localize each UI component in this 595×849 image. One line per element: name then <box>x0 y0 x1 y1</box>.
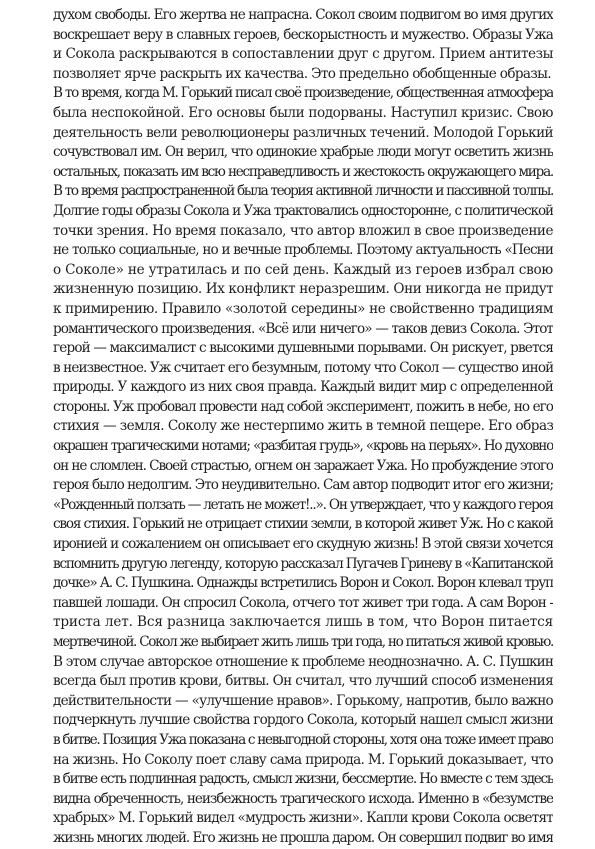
text-line: стихия — земля. Соколу же нестерпимо жить в темной пещере. Его образ <box>53 418 553 435</box>
text-line: сочувствовал им. Он верил, что одинокие храбрые люди могут осветить жизнь <box>53 144 553 161</box>
text-line: героя было недолгим. Это неудивительно. Сам автор подводит итог его жизни; <box>53 477 553 494</box>
text-line: иронией и сожалением он описывает его скудную жизнь! В этой связи хочется <box>53 536 553 553</box>
text-line: подчеркнуть лучшие свойства гордого Сокола, который нашел смысл жизни <box>53 712 553 729</box>
text-line: в неизвестное. Уж считает его безумным, потому что Сокол — существо иной <box>53 359 553 376</box>
text-line: павшей лошади. Он спросил Сокола, отчего тот живет три года. А сам Ворон - <box>53 594 553 611</box>
text-line: Долгие годы образы Сокола и Ужа трактовались односторонне, с политической <box>53 202 553 219</box>
text-line: к примирению. Правило «золотой середины» не свойственно традициям <box>53 300 553 317</box>
text-line: герой — максималист с высокими душевными порывами. Он рискует, рвется <box>53 340 553 357</box>
text-line: мертвечиной. Сокол же выбирает жить лишь три года, но питаться живой кровью. <box>53 634 553 650</box>
text-line: не только социальные, но и вечные проблемы. Поэтому актуальность «Песни <box>53 242 553 259</box>
text-line: В то время, когда М. Горький писал своё произведение, общественная атмосфера <box>53 85 553 102</box>
text-line: своя стихия. Горький не отрицает стихии земли, в которой живет Уж. Но с какой <box>53 516 553 533</box>
text-line: о Соколе» не утратилась и по сей день. Каждый из героев избрал свою <box>53 261 553 278</box>
text-line: дочке» А. С. Пушкина. Однажды встретились Ворон и Сокол. Ворон клевал труп <box>53 575 553 592</box>
text-line: всегда был против крови, битвы. Он считал, что лучший способ изменения <box>53 673 553 690</box>
text-line: остальных, показать им всю несправедливость и жестокость окружающего мира. <box>53 163 553 180</box>
text-line: жизнь многих людей. Его жизнь не прошла даром. Он совершил подвиг во имя <box>53 829 553 846</box>
text-line: он не сломлен. Своей страстью, огнем он заражает Ужа. Но пробуждение этого <box>53 457 553 474</box>
text-line: «Рожденный ползать — летать не может!..». Он утверждает, что у каждого героя <box>53 496 553 513</box>
text-line: вспомнить другую легенду, которую рассказал Пугачев Гриневу в «Капитанской <box>53 555 553 572</box>
text-line: храбрых» М. Горький видел «мудрость жизни». Капли крови Сокола осветят <box>53 810 553 827</box>
text-line: духом свободы. Его жертва не напрасна. Сокол своим подвигом во имя других <box>53 7 553 23</box>
text-line: видна обреченность, неизбежность трагического исхода. Именно в «безумстве <box>53 790 553 807</box>
document-text <box>53 6 553 849</box>
text-line: В то время распространенной была теория активной личности и пассивной толпы. <box>53 183 553 200</box>
text-line: В этом случае авторское отношение к проблеме неоднозначно. А. С. Пушкин <box>53 653 553 670</box>
text-line: и Сокола раскрываются в сопоставлении друг с другом. Прием антитезы <box>53 46 553 63</box>
text-line: деятельность вели революционеры различных течений. Молодой Горький <box>53 124 553 141</box>
text-line: жизненную позицию. Их конфликт неразрешим. Они никогда не придут <box>53 281 553 298</box>
text-line: в битве. Позиция Ужа показана с невыгодной стороны, хотя она тоже имеет право <box>53 731 553 748</box>
text-line: была неспокойной. Его основы были подорваны. Наступил кризис. Свою <box>53 104 553 121</box>
text-line: триста лет. Вся разница заключается лишь в том, что Ворон питается <box>53 614 553 631</box>
text-line: точки зрения. Но время показало, что автор вложил в свое произведение <box>53 222 553 239</box>
text-line: на жизнь. Но Соколу поет славу сама природа. М. Горький доказывает, что <box>53 751 553 768</box>
text-line: стороны. Уж пробовал провести над собой эксперимент, пожить в небе, но его <box>53 398 553 415</box>
text-line: в битве есть подлинная радость, смысл жизни, бессмертие. Но вместе с тем здесь <box>53 771 553 788</box>
text-line: воскрешает веру в славных героев, бескорыстность и мужество. Образы Ужа <box>53 26 553 43</box>
text-line: природы. У каждого из них своя правда. Каждый видит мир с определенной <box>53 379 553 396</box>
text-line: действительности — «улучшение нравов». Горькому, напротив, было важно <box>53 692 553 709</box>
text-line: романтического произведения. «Всё или ничего» — таков девиз Сокола. Этот <box>53 320 553 337</box>
text-line: позволяет ярче раскрыть их качества. Это предельно обобщенные образы. <box>53 65 551 82</box>
text-line: окрашен трагическими нотами; «разбитая грудь», «кровь на перьях». Но духовно <box>53 438 553 455</box>
